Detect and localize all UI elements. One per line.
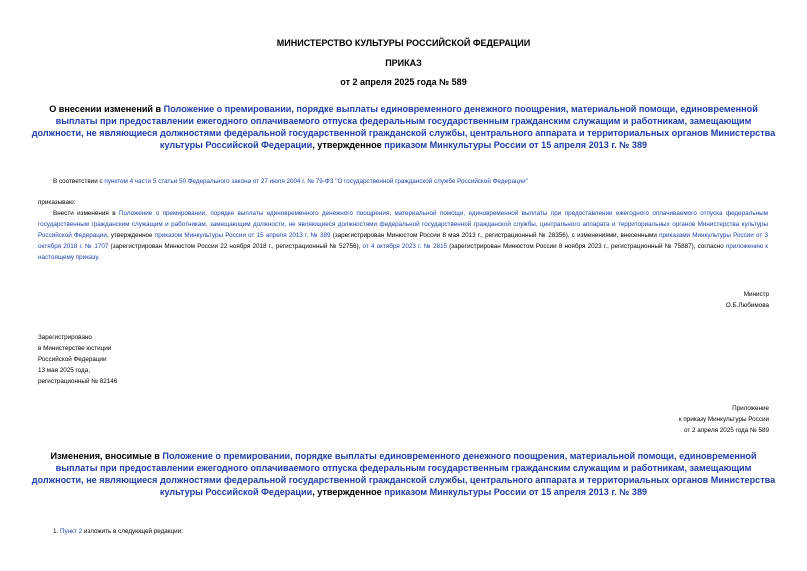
body-text-5: (зарегистрирован Минюстом России 8 ноября 2023 г., регистрационный № 75887), согласно (446, 243, 726, 250)
registration-line-1: Зарегистрировано (38, 334, 92, 341)
appendix-line-3: от 2 апреля 2025 года № 589 (683, 427, 769, 434)
body-order-389-link[interactable]: приказом Минкультуры России от 15 апреля 2013 г. № 389 (154, 232, 331, 239)
registration-line-5: регистрационный № 82146 (38, 378, 118, 385)
point-2-link[interactable]: Пункт 2 (60, 528, 83, 535)
order-title (30, 103, 777, 151)
body-text-3: (зарегистрирован Минюстом России 8 мая 2013 г., регистрационный № 28356), с изменениями, внесенными (330, 232, 660, 239)
appendix-line-2: к приказу Минкультуры России (678, 416, 769, 423)
body-text-2: , утвержденное (106, 232, 155, 239)
appendix-link[interactable]: приложению к настоящему приказу (38, 243, 768, 261)
registration-line-3: Российской Федерации (38, 356, 107, 363)
signature-block (726, 289, 769, 311)
item-1-text: изложить в следующей редакции: (82, 528, 183, 535)
body-text-6: . (97, 254, 100, 261)
changes-regulation-link[interactable]: Положение о премировании, порядке выплаты единовременного денежного поощрения, материальной помощи, единовременной выплаты при предоставлении ежегодного оплачиваемого отпуска федеральным государственным гражданским служащим и работникам, замещающим должности, не являющиеся должностями федеральной государственной гражданской службы, центрального аппарата и территориальных органов Министерства культуры Российской Федерации (31, 451, 776, 497)
ministry-heading: МИНИСТЕРСТВО КУЛЬТУРЫ РОССИЙСКОЙ ФЕДЕРАЦИИ (276, 38, 531, 48)
registration-line-2: в Министерстве юстиции (38, 345, 112, 352)
title-prefix: О внесении изменений в (49, 104, 164, 114)
changes-middle: , утвержденное (312, 487, 385, 497)
doc-type-heading: ПРИКАЗ (385, 58, 422, 68)
registration-block (38, 332, 117, 387)
federal-law-link[interactable]: пунктом 4 части 5 статьи 50 Федерального закона от 27 июля 2004 г. № 79-ФЗ "О государственной гражданской службе Российской Федерации" (104, 178, 528, 185)
order-389-link[interactable]: приказом Минкультуры России от 15 апреля 2013 г. № 389 (384, 140, 648, 150)
title-middle: , утвержденное (312, 140, 385, 150)
body-paragraph (38, 208, 768, 263)
signature-name: О.Б.Любимова (725, 302, 769, 309)
changes-order-389-link[interactable]: приказом Минкультуры России от 15 апреля 2013 г. № 389 (384, 487, 648, 497)
regulation-link[interactable]: Положение о премировании, порядке выплаты единовременного денежного поощрения, материальной помощи, единовременной выплаты при предоставлении ежегодного оплачиваемого отпуска федеральным государственным гражданским служащим и работникам, замещающим должности, не являющиеся должностями федеральной государственной гражданской службы, центрального аппарата и территориальных органов Министерства культуры Российской Федерации (31, 104, 776, 150)
basis-paragraph (38, 176, 768, 187)
item-1-number: 1. (53, 528, 61, 535)
appendix-block (679, 403, 769, 436)
item-1 (53, 526, 183, 537)
doc-date-heading: от 2 апреля 2025 года № 589 (340, 77, 467, 87)
changes-title (30, 450, 777, 498)
order-word: приказываю: (38, 199, 76, 206)
body-text-1: Внести изменения в (53, 210, 119, 217)
registration-line-4: 13 мая 2025 года, (38, 367, 90, 374)
order-2815-link[interactable]: от 4 октября 2023 г. № 2815 (362, 243, 447, 250)
signature-position: Министр (743, 291, 769, 298)
appendix-line-1: Приложение (732, 405, 769, 412)
body-text-4: (зарегистрирован Минюстом России 22 ноября 2018 г., регистрационный № 52756), (108, 243, 363, 250)
changes-prefix: Изменения, вносимые в (50, 451, 163, 461)
order-1707-link[interactable]: приказами Минкультуры России от 3 октября 2018 г. № 1707 (38, 232, 768, 250)
body-regulation-link[interactable]: Положение о премировании, порядке выплаты единовременного денежного поощрения, материальной помощи, единовременной выплаты при предоставлении ежегодного оплачиваемого отпуска федеральным государственным гражданским служащим и работникам, замещающим должности, не являющиеся должностями федеральной государственной гражданской службы, центрального аппарата и территориальных органов Министерства культуры Российской Федерации (38, 210, 768, 239)
basis-prefix: В соответствии с (53, 178, 105, 185)
